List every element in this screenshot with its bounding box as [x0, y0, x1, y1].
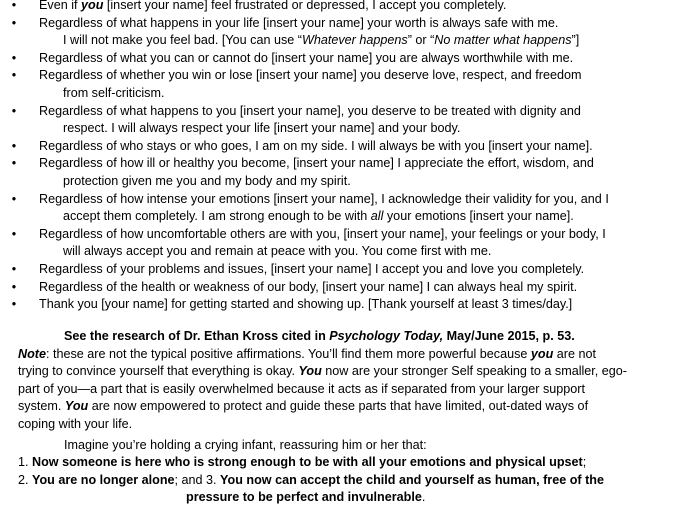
- affirmation-text: [39, 262, 584, 276]
- affirmation-text: [39, 16, 558, 30]
- note-paragraph: [18, 346, 668, 433]
- numbered-line: [18, 454, 604, 472]
- emphasis-text: you: [81, 0, 104, 12]
- affirmation-text: [39, 280, 577, 294]
- affirmation-item: [0, 261, 679, 279]
- text-run: .: [421, 490, 426, 505]
- emphasis-text: you: [530, 347, 554, 361]
- bold-text: pressure to be perfect and invulnerable: [186, 490, 422, 505]
- text-run: protection given me you and my body and my spirit.: [63, 173, 351, 188]
- affirmation-continuation: [39, 85, 679, 103]
- affirmation-text: [39, 227, 606, 241]
- affirmation-item: [0, 279, 679, 297]
- affirmation-text: [39, 51, 573, 65]
- text-run: now are your stronger Self speaking to a smaller, ego-: [321, 364, 628, 379]
- affirmation-item: [0, 138, 679, 156]
- emphasis-text: Psychology Today,: [329, 329, 444, 343]
- numbered-line: [18, 489, 604, 507]
- bullet-icon: •: [11, 50, 17, 65]
- source-citation: [64, 328, 575, 345]
- text-run: Regardless of what you can or cannot do [insert your name] you are always worthwhile with me.: [39, 50, 574, 65]
- text-run: 1.: [18, 455, 33, 469]
- text-run: from self-criticism.: [63, 85, 165, 100]
- bold-text: May/June 2015, p. 53.: [443, 329, 575, 343]
- infant-instruction: Imagine you’re holding a crying infant, reassuring him or her that:: [64, 438, 427, 452]
- note-line: [18, 398, 668, 415]
- bullet-icon: •: [11, 138, 17, 153]
- text-run: system.: [18, 399, 65, 414]
- text-run: Regardless of how uncomfortable others are with you, [insert your name], your feelings or your body, I: [39, 226, 606, 241]
- emphasis-wrapper: [18, 347, 46, 361]
- affirmation-text: [39, 192, 609, 206]
- text-run: part of you—a part that is easily overwhelmed because it acts as if separated from your larger support: [18, 381, 585, 396]
- text-run: accept them completely. I am strong enough to be with: [63, 209, 371, 224]
- affirmation-item: [0, 191, 679, 226]
- affirmation-continuation: [39, 173, 679, 191]
- italic-text: all: [370, 209, 384, 224]
- affirmation-item: [0, 50, 679, 68]
- text-run: 2.: [18, 472, 33, 487]
- text-run: ”]: [571, 33, 580, 48]
- text-run: ” or “: [407, 33, 435, 48]
- bold-text: You are no longer alone: [32, 472, 175, 487]
- bullet-icon: •: [11, 103, 17, 118]
- text-run: ;: [582, 455, 587, 469]
- affirmation-text: [39, 104, 581, 118]
- text-run: Regardless of whether you win or lose [insert your name] you deserve love, respect, and freedom: [39, 68, 582, 83]
- italic-text: Whatever happens: [301, 33, 408, 48]
- note-line: [18, 363, 668, 380]
- emphasis-text: You: [64, 399, 89, 414]
- numbered-reassurances: [18, 454, 604, 507]
- affirmation-item: [0, 226, 679, 261]
- emphasis-text: Note: [18, 347, 46, 361]
- text-run: are not: [553, 347, 597, 361]
- text-run: trying to convince yourself that everything is okay.: [18, 364, 299, 379]
- bold-text: Now someone is here who is strong enough to be with all your emotions and physical upset: [32, 455, 583, 469]
- affirmation-continuation: [39, 120, 679, 138]
- bullet-icon: •: [11, 279, 17, 294]
- affirmation-item: [0, 155, 679, 190]
- text-run: [insert your name] feel frustrated or depressed, I accept you completely.: [103, 0, 507, 12]
- affirmation-item: [0, 103, 679, 138]
- bold-text: You now can accept the child and yourself as human, free of the: [220, 472, 604, 487]
- text-run: Regardless of how ill or healthy you become, [insert your name] I appreciate the effort, wisdom, and: [39, 156, 594, 171]
- affirmation-item: [0, 0, 679, 15]
- text-run: your emotions [insert your name].: [383, 209, 574, 224]
- text-run: I will not make you feel bad. [You can use “: [63, 33, 302, 48]
- bullet-icon: •: [11, 226, 17, 241]
- affirmation-continuation: [39, 208, 679, 226]
- affirmation-item: [0, 15, 679, 50]
- bullet-icon: •: [11, 68, 17, 83]
- text-run: Regardless of your problems and issues, [insert your name] I accept you and love you completely.: [39, 261, 585, 276]
- text-run: Regardless of how intense your emotions [insert your name], I acknowledge their validity for you, and I: [39, 191, 609, 206]
- affirmation-continuation: [39, 32, 679, 50]
- affirmation-text: [39, 0, 506, 12]
- text-run: Regardless of what happens to you [insert your name], you deserve to be treated with dignity and: [39, 103, 581, 118]
- emphasis-wrapper: [81, 0, 103, 12]
- emphasis-wrapper: [65, 399, 88, 413]
- emphasis-wrapper: [531, 347, 553, 361]
- bullet-icon: •: [11, 156, 17, 171]
- emphasis-text: You: [298, 364, 322, 379]
- numbered-line: [18, 472, 604, 490]
- emphasis-wrapper: [329, 329, 443, 343]
- text-run: Regardless of what happens in your life [insert your name] your worth is always safe with me.: [39, 15, 559, 30]
- affirmation-item: [0, 67, 679, 102]
- affirmation-text: [39, 139, 593, 153]
- bullet-icon: •: [11, 261, 17, 276]
- text-run: Regardless of who stays or who goes, I am on my side. I will always be with you [insert your name].: [39, 138, 593, 153]
- text-run: coping with your life.: [18, 416, 133, 431]
- bullet-icon: •: [11, 191, 17, 206]
- text-run: ; and 3.: [174, 472, 221, 487]
- text-run: are now empowered to protect and guide these parts that have limited, out-dated ways of: [88, 399, 589, 414]
- bullet-icon: •: [11, 297, 17, 312]
- affirmation-continuation: [39, 243, 679, 261]
- note-line: [18, 416, 668, 433]
- bold-text: See the research of Dr. Ethan Kross cited in: [64, 329, 330, 343]
- text-run: : these are not the typical positive affirmations. You’ll find them more powerful because: [46, 347, 531, 361]
- text-run: will always accept you and remain at peace with you. You come first with me.: [63, 244, 492, 259]
- affirmation-text: [39, 297, 572, 311]
- affirmation-text: [39, 68, 582, 82]
- bullet-icon: •: [11, 15, 17, 30]
- affirmation-item: [0, 296, 679, 314]
- note-line: [18, 381, 668, 398]
- text-run: Thank you [your name] for getting started and showing up. [Thank yourself at least 3 times/day.]: [39, 297, 573, 312]
- text-run: Even if: [39, 0, 81, 12]
- italic-text: No matter what happens: [434, 33, 572, 48]
- text-run: Regardless of the health or weakness of our body, [insert your name] I can always heal my spirit.: [39, 279, 578, 294]
- note-line: [18, 346, 668, 363]
- bullet-icon: •: [11, 0, 17, 12]
- text-run: respect. I will always respect your life [insert your name] and your body.: [63, 121, 461, 136]
- affirmation-text: [39, 156, 594, 170]
- emphasis-wrapper: [298, 364, 321, 378]
